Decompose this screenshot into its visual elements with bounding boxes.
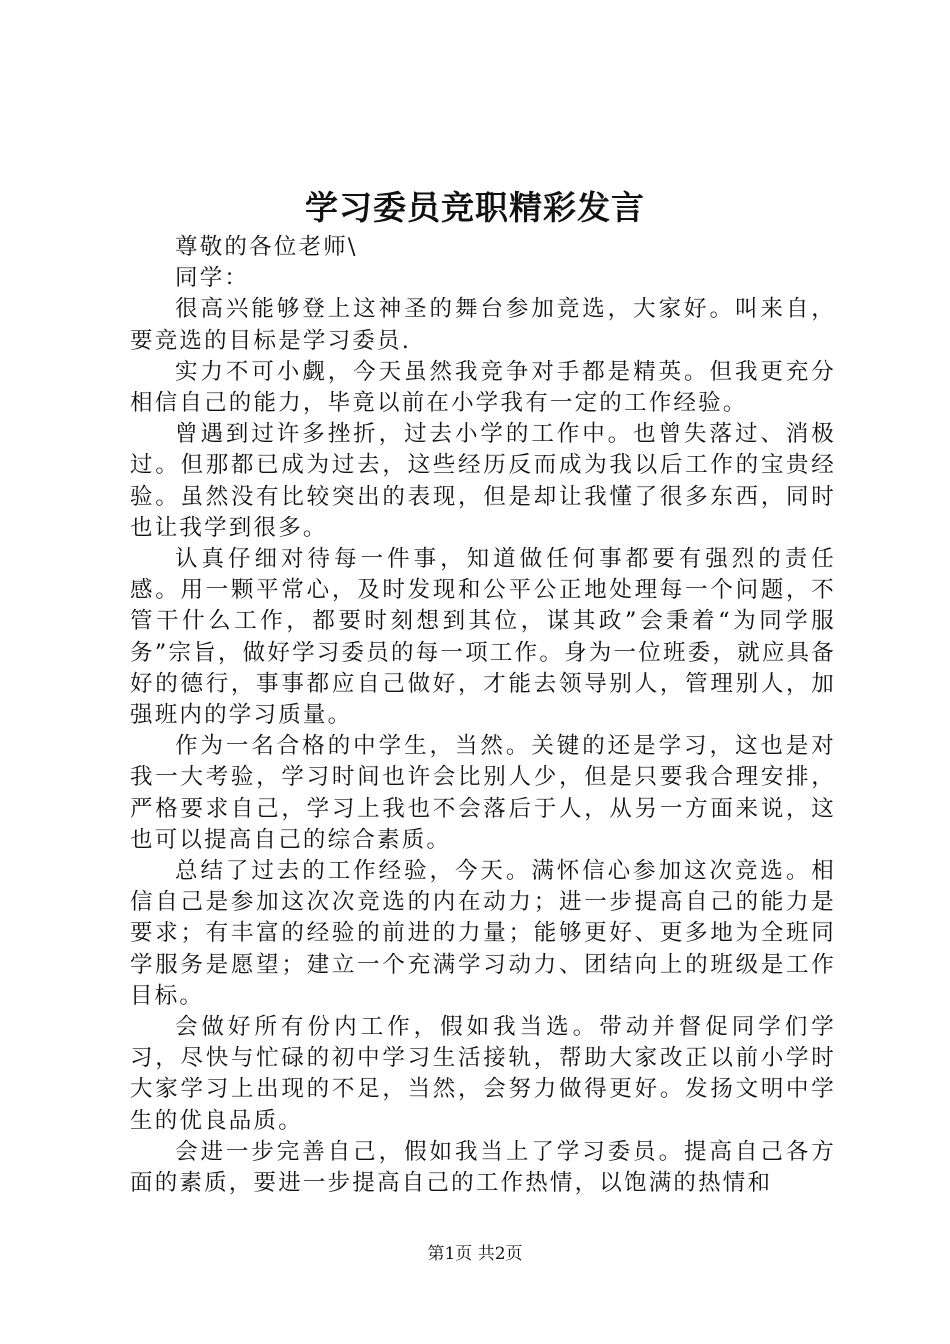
body-paragraph: 实力不可小觑，今天虽然我竞争对手都是精英。但我更充分相信自己的能力，毕竟以前在小学我有一定的工作经验。 [130,358,836,417]
document-title: 学习委员竞职精彩发言 [305,188,645,227]
body-paragraph: 总结了过去的工作经验，今天。满怀信心参加这次竞选。相信自己是参加这次次竞选的内在动力；进一步提高自己的能力是要求；有丰富的经验的前进的力量；能够更好、更多地为全班同学服务是愿望；建立一个充满学习动力、团结向上的班级是工作目标。 [130,858,836,1009]
body-paragraph: 很高兴能够登上这神圣的舞台参加竞选，大家好。叫来自，要竞选的目标是学习委员. [130,296,836,354]
salutation-paragraph: 同学： [175,265,250,292]
document-body [130,232,836,1199]
body-paragraph: 会进一步完善自己，假如我当上了学习委员。提高自己各方面的素质，要进一步提高自己的工作热情，以饱满的热情和 [130,1138,836,1197]
body-paragraph: 作为一名合格的中学生，当然。关键的还是学习，这也是对我一大考验，学习时间也许会比别人少，但是只要我合理安排，严格要求自己，学习上我也不会落后于人，从另一方面来说，这也可以提高自己的综合素质。 [130,733,836,853]
body-paragraph: 会做好所有份内工作，假如我当选。带动并督促同学们学习，尽快与忙碌的初中学习生活接轨，帮助大家改正以前小学时大家学习上出现的不足，当然，会努力做得更好。发扬文明中学生的优良品质。 [130,1014,836,1134]
body-paragraph: 曾遇到过许多挫折，过去小学的工作中。也曾失落过、消极过。但那都已成为过去，这些经历反而成为我以后工作的宝贵经验。虽然没有比较突出的表现，但是却让我懂了很多东西，同时也让我学到很多。 [130,421,836,541]
salutation-paragraph: 尊敬的各位老师\ [175,234,358,260]
page-number-footer: 第1页 共2页 [427,1244,523,1264]
body-paragraph: 认真仔细对待每一件事，知道做任何事都要有强烈的责任感。用一颗平常心，及时发现和公平公正地处理每一个问题，不管干什么工作，都要时刻想到其位，谋其政”会秉着“为同学服务”宗旨，做好学习委员的每一项工作。身为一位班委，就应具备好的德行，事事都应自己做好，才能去领导别人，管理别人，加强班内的学习质量。 [130,546,836,729]
